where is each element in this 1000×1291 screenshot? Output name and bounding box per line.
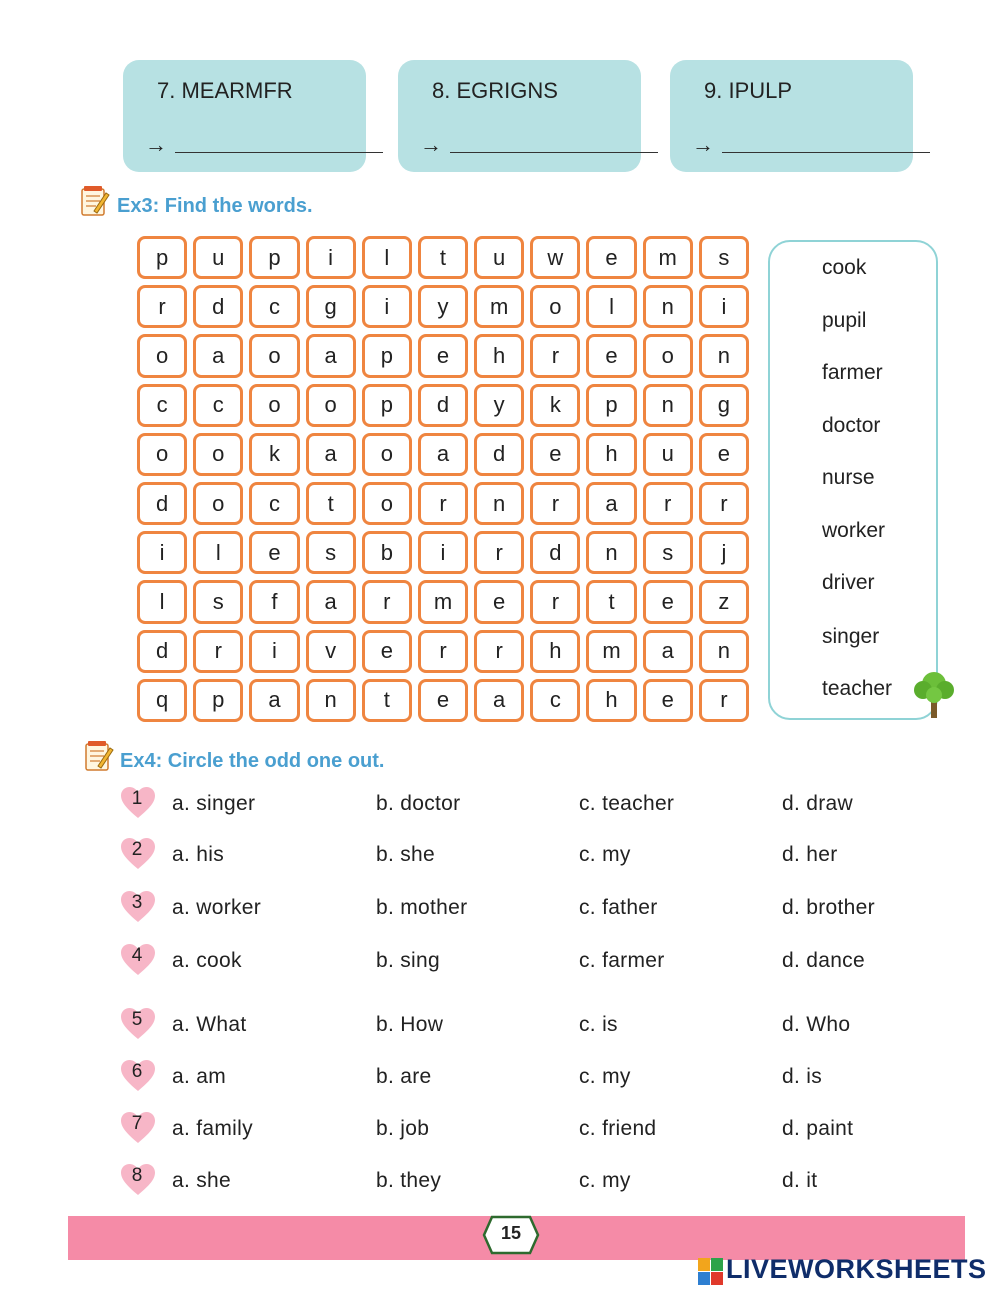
ex3-title: Ex3: Find the words. [117,195,313,217]
grid-letter-cell[interactable]: h [530,630,580,673]
grid-letter-cell[interactable]: n [699,630,749,673]
word-list-item: teacher [822,677,893,700]
grid-letter-cell[interactable]: c [530,679,580,722]
grid-letter-cell[interactable]: m [418,580,468,623]
grid-letter-cell[interactable]: h [586,679,636,722]
grid-letter-cell[interactable]: k [249,433,299,476]
grid-letter-cell[interactable]: n [643,285,693,328]
option-c[interactable]: c. my [579,843,631,866]
word-list-item: cook [822,256,867,279]
word-list-item: driver [822,571,875,594]
grid-letter-cell[interactable]: s [193,580,243,623]
grid-letter-cell[interactable]: p [137,236,187,279]
liveworksheets-brand: LIVEWORKSHEETS [726,1254,987,1284]
ex4-title: Ex4: Circle the odd one out. [120,750,385,772]
option-d[interactable]: d. her [782,843,838,866]
grid-letter-cell[interactable]: q [137,679,187,722]
grid-letter-cell[interactable]: p [249,236,299,279]
grid-letter-cell[interactable]: s [699,236,749,279]
grid-letter-cell[interactable]: w [530,236,580,279]
item-number: 3 [131,892,143,913]
item-number: 1 [131,788,143,809]
option-c[interactable]: c. farmer [579,949,665,972]
option-d[interactable]: d. paint [782,1117,854,1140]
grid-letter-cell[interactable]: l [137,580,187,623]
option-b[interactable]: b. sing [376,949,440,972]
word-search-grid [137,236,749,722]
grid-letter-cell[interactable]: o [362,433,412,476]
word-list-item: farmer [822,361,883,384]
grid-letter-cell[interactable]: e [418,679,468,722]
grid-letter-cell[interactable]: g [306,285,356,328]
grid-letter-cell[interactable]: y [474,384,524,427]
item-number: 5 [131,1009,143,1030]
item-number: 2 [131,839,143,860]
grid-letter-cell[interactable]: h [474,334,524,377]
grid-letter-cell[interactable]: m [586,630,636,673]
grid-letter-cell[interactable]: p [586,384,636,427]
option-d[interactable]: d. draw [782,792,853,815]
grid-letter-cell[interactable]: r [418,482,468,525]
grid-letter-cell[interactable]: e [418,334,468,377]
grid-letter-cell[interactable]: e [643,580,693,623]
grid-letter-cell[interactable]: m [474,285,524,328]
grid-letter-cell[interactable]: m [643,236,693,279]
grid-letter-cell[interactable]: e [362,630,412,673]
grid-letter-cell[interactable]: t [586,580,636,623]
grid-letter-cell[interactable]: o [193,433,243,476]
word-list-item: worker [822,519,886,542]
page-number: 15 [500,1223,522,1243]
grid-letter-cell[interactable]: f [249,580,299,623]
option-b[interactable]: b. doctor [376,792,461,815]
option-c[interactable]: c. teacher [579,792,675,815]
option-a[interactable]: a. What [172,1013,247,1036]
item-number: 8 [131,1165,143,1186]
grid-letter-cell[interactable]: d [137,630,187,673]
grid-letter-cell[interactable]: k [530,384,580,427]
grid-letter-cell[interactable]: p [193,679,243,722]
option-c[interactable]: c. my [579,1169,631,1192]
grid-letter-cell[interactable]: c [193,384,243,427]
grid-letter-cell[interactable]: r [699,679,749,722]
unscramble-word: 7. MEARMFR [157,78,293,103]
option-d[interactable]: d. it [782,1169,818,1192]
grid-letter-cell[interactable]: h [586,433,636,476]
grid-letter-cell[interactable]: n [306,679,356,722]
option-b[interactable]: b. she [376,843,436,866]
grid-letter-cell[interactable]: o [306,384,356,427]
option-c[interactable]: c. is [579,1013,618,1036]
grid-letter-cell[interactable]: e [699,433,749,476]
tree-icon [910,664,958,720]
option-b[interactable]: b. they [376,1169,442,1192]
grid-letter-cell[interactable]: e [586,334,636,377]
grid-letter-cell[interactable]: r [137,285,187,328]
grid-letter-cell[interactable]: r [362,580,412,623]
option-b[interactable]: b. are [376,1065,432,1088]
arrow-icon: → [420,132,442,157]
grid-letter-cell[interactable]: r [530,482,580,525]
unscramble-box-9 [670,60,913,172]
grid-letter-cell[interactable]: o [362,482,412,525]
grid-letter-cell[interactable]: z [699,580,749,623]
grid-letter-cell[interactable]: e [249,531,299,574]
grid-letter-cell[interactable]: i [418,531,468,574]
unscramble-box-7 [123,60,366,172]
grid-letter-cell[interactable]: c [137,384,187,427]
grid-letter-cell[interactable]: d [137,482,187,525]
option-c[interactable]: c. father [579,896,658,919]
grid-letter-cell[interactable]: i [699,285,749,328]
option-b[interactable]: b. How [376,1013,444,1036]
answer-line[interactable] [450,152,658,153]
grid-letter-cell[interactable]: r [418,630,468,673]
option-b[interactable]: b. mother [376,896,468,919]
grid-letter-cell[interactable]: d [193,285,243,328]
grid-letter-cell[interactable]: o [193,482,243,525]
answer-line[interactable] [722,152,930,153]
grid-letter-cell[interactable]: c [249,285,299,328]
option-a[interactable]: a. family [172,1117,253,1140]
grid-letter-cell[interactable]: a [474,679,524,722]
unscramble-word: 8. EGRIGNS [432,78,558,103]
grid-letter-cell[interactable]: p [362,334,412,377]
option-c[interactable]: c. friend [579,1117,657,1140]
grid-letter-cell[interactable]: o [249,384,299,427]
grid-letter-cell[interactable]: a [193,334,243,377]
grid-letter-cell[interactable]: o [643,334,693,377]
grid-letter-cell[interactable]: i [362,285,412,328]
grid-letter-cell[interactable]: e [474,580,524,623]
grid-letter-cell[interactable]: i [306,236,356,279]
grid-letter-cell[interactable]: n [699,334,749,377]
grid-letter-cell[interactable]: d [418,384,468,427]
option-d[interactable]: d. dance [782,949,865,972]
grid-letter-cell[interactable]: o [530,285,580,328]
grid-letter-cell[interactable]: r [530,580,580,623]
notepad-pencil-icon [84,740,114,772]
option-d[interactable]: d. Who [782,1013,851,1036]
grid-letter-cell[interactable]: a [249,679,299,722]
grid-letter-cell[interactable]: d [474,433,524,476]
option-a[interactable]: a. his [172,843,224,866]
grid-letter-cell[interactable]: o [137,433,187,476]
arrow-icon: → [692,132,714,157]
option-a[interactable]: a. am [172,1065,227,1088]
grid-letter-cell[interactable]: u [643,433,693,476]
grid-letter-cell[interactable]: l [586,285,636,328]
notepad-pencil-icon [80,185,110,217]
grid-letter-cell[interactable]: i [249,630,299,673]
grid-letter-cell[interactable]: r [643,482,693,525]
option-a[interactable]: a. she [172,1169,232,1192]
grid-letter-cell[interactable]: e [530,433,580,476]
unscramble-word: 9. IPULP [704,78,793,103]
grid-letter-cell[interactable]: a [418,433,468,476]
word-list-item: pupil [822,309,867,332]
grid-letter-cell[interactable]: i [137,531,187,574]
grid-letter-cell[interactable]: e [643,679,693,722]
word-list-item: nurse [822,466,875,489]
grid-letter-cell[interactable]: t [306,482,356,525]
arrow-icon: → [145,132,167,157]
item-number: 4 [131,945,143,966]
grid-letter-cell[interactable]: n [643,384,693,427]
grid-letter-cell[interactable]: o [137,334,187,377]
option-d[interactable]: d. brother [782,896,875,919]
grid-letter-cell[interactable]: r [699,482,749,525]
grid-letter-cell[interactable]: a [306,580,356,623]
word-list-item: singer [822,625,880,648]
grid-letter-cell[interactable]: a [586,482,636,525]
option-a[interactable]: a. singer [172,792,256,815]
grid-letter-cell[interactable]: c [249,482,299,525]
option-a[interactable]: a. cook [172,949,242,972]
option-d[interactable]: d. is [782,1065,823,1088]
unscramble-box-8 [398,60,641,172]
grid-letter-cell[interactable]: p [362,384,412,427]
grid-letter-cell[interactable]: v [306,630,356,673]
grid-letter-cell[interactable]: r [193,630,243,673]
grid-letter-cell[interactable]: o [249,334,299,377]
item-number: 6 [131,1061,143,1082]
option-a[interactable]: a. worker [172,896,262,919]
grid-letter-cell[interactable]: n [474,482,524,525]
grid-letter-cell[interactable]: g [699,384,749,427]
grid-letter-cell[interactable]: l [193,531,243,574]
grid-letter-cell[interactable]: d [530,531,580,574]
word-list-item: doctor [822,414,881,437]
grid-letter-cell[interactable]: a [306,334,356,377]
answer-line[interactable] [175,152,383,153]
grid-letter-cell[interactable]: u [474,236,524,279]
grid-letter-cell[interactable]: r [474,630,524,673]
grid-letter-cell[interactable]: s [643,531,693,574]
liveworksheets-logo-icon [698,1258,724,1286]
grid-letter-cell[interactable]: a [643,630,693,673]
option-b[interactable]: b. job [376,1117,430,1140]
grid-letter-cell[interactable]: r [474,531,524,574]
grid-letter-cell[interactable]: a [306,433,356,476]
grid-letter-cell[interactable]: n [586,531,636,574]
grid-letter-cell[interactable]: j [699,531,749,574]
grid-letter-cell[interactable]: u [193,236,243,279]
grid-letter-cell[interactable]: t [362,679,412,722]
grid-letter-cell[interactable]: l [362,236,412,279]
option-c[interactable]: c. my [579,1065,631,1088]
grid-letter-cell[interactable]: y [418,285,468,328]
grid-letter-cell[interactable]: b [362,531,412,574]
word-list-panel [768,240,938,720]
grid-letter-cell[interactable]: s [306,531,356,574]
grid-letter-cell[interactable]: e [586,236,636,279]
grid-letter-cell[interactable]: r [530,334,580,377]
grid-letter-cell[interactable]: t [418,236,468,279]
item-number: 7 [131,1113,143,1134]
